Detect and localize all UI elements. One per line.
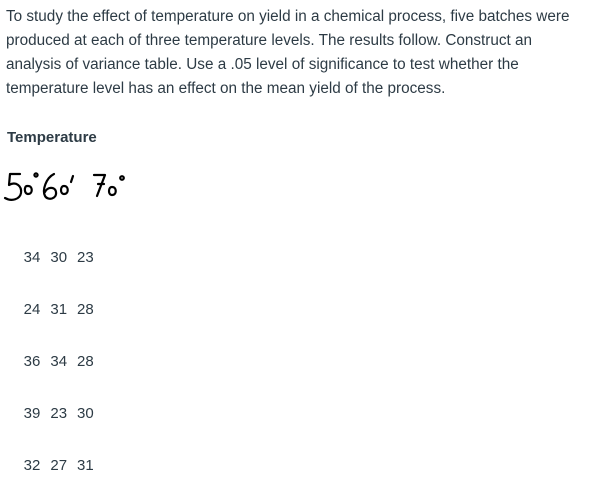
- table-cell: 30: [50, 249, 68, 266]
- table-cell: 31: [77, 457, 94, 474]
- table-row: [7, 388, 104, 439]
- table-cell: 23: [50, 405, 68, 422]
- table-cell: 23: [77, 249, 94, 266]
- table-cell: 30: [77, 405, 94, 422]
- table-cell: 28: [77, 353, 94, 370]
- table-cell: 28: [77, 301, 94, 318]
- table-row: [7, 440, 104, 491]
- table-row: [7, 232, 104, 283]
- handwritten-temperature-levels: [2, 166, 142, 208]
- table-row: [7, 336, 104, 387]
- table-cell: 34: [50, 353, 68, 370]
- table-header-temperature: Temperature: [7, 129, 97, 146]
- table-cell: 32: [23, 457, 41, 474]
- table-cell: 24: [23, 301, 41, 318]
- table-cell: 39: [23, 405, 41, 422]
- table-cell: 27: [50, 457, 68, 474]
- table-cell: 34: [23, 249, 41, 266]
- table-cell: 36: [23, 353, 41, 370]
- question-text: To study the effect of temperature on yield in a chemical process, five batches were produced at each of three temperature levels. The results follow. Construct an analysis of variance table. Use a .05 level of significance to test whether the temperature level has an effect on the mean yield of the process.: [6, 8, 570, 97]
- table-cell: 31: [50, 301, 68, 318]
- table-row: [7, 284, 104, 335]
